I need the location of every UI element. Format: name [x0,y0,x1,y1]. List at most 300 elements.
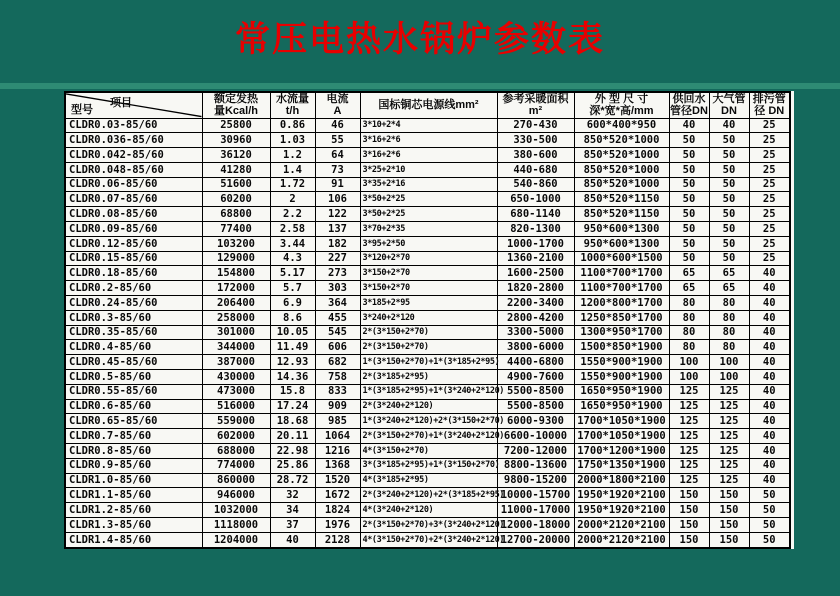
header-line: 径 DN [754,105,785,118]
table-cell: CLDR0.6-85/60 [65,399,202,414]
table-cell: 25.86 [270,458,315,473]
table-cell: 11000-17000 [497,503,574,518]
header-line: 量Kcal/h [213,105,258,118]
table-cell: 6600-10000 [497,429,574,444]
table-cell: 2800-4200 [497,310,574,325]
header-row [65,92,790,118]
table-cell: 2*(3*150+2*70)+3*(3*240+2*120) [360,518,497,533]
table-cell: 1824 [315,503,360,518]
table-cell: 50 [669,133,709,148]
table-cell: 122 [315,207,360,222]
table-cell: 172000 [202,281,270,296]
table-cell: 3*10+2*4 [360,118,497,133]
table-cell: 380-600 [497,148,574,163]
table-cell: 2*(3*150+2*70) [360,325,497,340]
table-cell: 125 [669,414,709,429]
table-cell: 606 [315,340,360,355]
table-cell: 80 [709,340,749,355]
table-cell: 473000 [202,384,270,399]
table-cell: 516000 [202,399,270,414]
table-cell: 50 [669,222,709,237]
table-cell: 3.44 [270,236,315,251]
table-cell: 40 [749,414,790,429]
table-cell: 1550*900*1900 [574,355,669,370]
corner-row-label: 型号 [71,104,93,116]
table-cell: 50 [749,518,790,533]
table-cell: 4*(3*150+2*70)+2*(3*240+2*120) [360,532,497,548]
table-cell: 40 [749,310,790,325]
table-cell: 50 [709,177,749,192]
table-row [65,473,790,488]
table-cell: 2*(3*240+2*120)+2*(3*185+2*95) [360,488,497,503]
table-cell: 18.68 [270,414,315,429]
table-cell: 4400-6800 [497,355,574,370]
table-cell: 80 [709,310,749,325]
table-cell: 774000 [202,458,270,473]
table-cell: 758 [315,370,360,385]
table-cell: 182 [315,236,360,251]
table-cell: 80 [709,296,749,311]
table-cell: CLDR0.65-85/60 [65,414,202,429]
table-cell: 3*150+2*70 [360,281,497,296]
col-header-current [315,92,360,118]
table-cell: 125 [709,384,749,399]
table-cell: CLDR0.09-85/60 [65,222,202,237]
header-line: 额定发热 [214,93,258,106]
table-cell: 650-1000 [497,192,574,207]
table-cell: 40 [669,118,709,133]
table-cell: 40 [749,281,790,296]
table-cell: 1000-1700 [497,236,574,251]
table-cell: 40 [749,384,790,399]
table-row [65,340,790,355]
table-cell: 1520 [315,473,360,488]
table-cell: 1.4 [270,162,315,177]
table-cell: CLDR0.7-85/60 [65,429,202,444]
table-cell: 3800-6000 [497,340,574,355]
table-cell: 3*150+2*70 [360,266,497,281]
table-cell: 680-1140 [497,207,574,222]
table-row [65,133,790,148]
table-cell: 28.72 [270,473,315,488]
table-cell: 40 [749,458,790,473]
table-cell: 1650*950*1900 [574,399,669,414]
table-cell: CLDR0.03-85/60 [65,118,202,133]
table-cell: 688000 [202,444,270,459]
table-cell: 3*16+2*6 [360,148,497,163]
table-cell: CLDR1.3-85/60 [65,518,202,533]
col-header-power-line [360,92,497,118]
table-cell: 12000-18000 [497,518,574,533]
table-cell: 25 [749,192,790,207]
table-cell: 1300*950*1700 [574,325,669,340]
table-cell: CLDR1.2-85/60 [65,503,202,518]
table-cell: CLDR0.9-85/60 [65,458,202,473]
table-cell: 1100*700*1700 [574,281,669,296]
table-cell: 2 [270,192,315,207]
table-cell: 125 [709,414,749,429]
table-cell: CLDR0.048-85/60 [65,162,202,177]
table-cell: 125 [669,444,709,459]
table-cell: 1550*900*1900 [574,370,669,385]
table-cell: 125 [669,458,709,473]
table-cell: 40 [749,429,790,444]
table-cell: 273 [315,266,360,281]
table-cell: 50 [749,532,790,548]
table-cell: 15.8 [270,384,315,399]
table-cell: 150 [669,518,709,533]
table-cell: 64 [315,148,360,163]
table-cell: 850*520*1150 [574,192,669,207]
table-cell: 65 [709,266,749,281]
col-header-heating-area [497,92,574,118]
table-cell: 40 [749,399,790,414]
table-cell: 34 [270,503,315,518]
table-cell: 1118000 [202,518,270,533]
table-cell: 3300-5000 [497,325,574,340]
table-cell: 1750*1350*1900 [574,458,669,473]
table-cell: 50 [669,162,709,177]
table-cell: 330-500 [497,133,574,148]
table-cell: 40 [749,444,790,459]
table-cell: 9800-15200 [497,473,574,488]
table-cell: 950*600*1300 [574,222,669,237]
table-cell: 820-1300 [497,222,574,237]
header-line: 外 型 尺 寸 [594,93,649,106]
table-row [65,532,790,548]
table-cell: 270-430 [497,118,574,133]
header-line: 深*宽*高/mm [589,105,654,118]
table-cell: 3*16+2*6 [360,133,497,148]
table-cell: 1032000 [202,503,270,518]
table-cell: 125 [709,444,749,459]
table-cell: 40 [749,370,790,385]
header-line: A [333,105,342,118]
table-cell: 1700*1200*1900 [574,444,669,459]
table-cell: 440-680 [497,162,574,177]
table-cell: 1200*800*1700 [574,296,669,311]
table-cell: 22.98 [270,444,315,459]
table-cell: 50 [709,192,749,207]
table-cell: 5500-8500 [497,384,574,399]
table-cell: 985 [315,414,360,429]
table-row [65,429,790,444]
header-line: 电流 [326,93,349,106]
table-cell: 11.49 [270,340,315,355]
table-cell: 2000*2120*2100 [574,518,669,533]
header-line: 大气管 [712,93,746,106]
table-cell: 50 [669,251,709,266]
table-cell: CLDR0.4-85/60 [65,340,202,355]
table-cell: 860000 [202,473,270,488]
table-cell: 129000 [202,251,270,266]
table-cell: 10000-15700 [497,488,574,503]
table-cell: 25 [749,207,790,222]
table-cell: 850*520*1000 [574,133,669,148]
table-cell: 37 [270,518,315,533]
table-cell: 50 [709,133,749,148]
table-cell: 1064 [315,429,360,444]
table-cell: 106 [315,192,360,207]
header-line: 参考采暖面积 [502,93,569,106]
table-row [65,370,790,385]
table-cell: 1100*700*1700 [574,266,669,281]
table-cell: 850*520*1000 [574,148,669,163]
table-cell: 8800-13600 [497,458,574,473]
header-line: 水流量 [276,93,309,106]
table-cell: 14.36 [270,370,315,385]
table-cell: 77400 [202,222,270,237]
table-row [65,118,790,133]
table-cell: 1600-2500 [497,266,574,281]
table-cell: 65 [669,266,709,281]
table-cell: CLDR0.18-85/60 [65,266,202,281]
table-cell: 1000*600*1500 [574,251,669,266]
table-cell: 40 [749,266,790,281]
table-row [65,325,790,340]
table-cell: 50 [709,251,749,266]
table-cell: 100 [709,370,749,385]
boiler-parameter-table [64,91,794,549]
table-cell: 1700*1050*1900 [574,414,669,429]
table-cell: CLDR0.2-85/60 [65,281,202,296]
table-cell: 950*600*1300 [574,236,669,251]
table-cell: 850*520*1000 [574,162,669,177]
table-row [65,488,790,503]
table-cell: CLDR0.12-85/60 [65,236,202,251]
table-cell: 50 [669,148,709,163]
table-cell: 540-860 [497,177,574,192]
table-cell: 36120 [202,148,270,163]
table-cell: 2*(3*240+2*120) [360,399,497,414]
table-cell: 1672 [315,488,360,503]
table-cell: 1*(3*185+2*95)+1*(3*240+2*120) [360,384,497,399]
table-row [65,518,790,533]
table-cell: 1.03 [270,133,315,148]
table-cell: CLDR0.45-85/60 [65,355,202,370]
table-cell: 32 [270,488,315,503]
table-cell: CLDR0.24-85/60 [65,296,202,311]
table-cell: 602000 [202,429,270,444]
table-cell: 40 [749,340,790,355]
table-cell: 946000 [202,488,270,503]
table-cell: 5.7 [270,281,315,296]
table-cell: 25800 [202,118,270,133]
table-cell: 258000 [202,310,270,325]
table-cell: 7200-12000 [497,444,574,459]
table-cell: CLDR0.07-85/60 [65,192,202,207]
table-row [65,296,790,311]
table-cell: 50 [669,207,709,222]
table-cell: 3*(3*185+2*95)+1*(3*150+2*70) [360,458,497,473]
table-cell: 80 [709,325,749,340]
table-cell: 91 [315,177,360,192]
table-cell: 3*50+2*25 [360,192,497,207]
table-cell: 6000-9300 [497,414,574,429]
header-line: 国标铜芯电源线mm² [378,99,479,112]
table-cell: 1500*850*1900 [574,340,669,355]
table-cell: 1*(3*150+2*70)+1*(3*185+2*95) [360,355,497,370]
table-cell: 80 [669,325,709,340]
table-cell: 455 [315,310,360,325]
table-header [65,92,790,118]
table-cell: 8.6 [270,310,315,325]
parameter-table [64,91,791,549]
table-cell: 3*185+2*95 [360,296,497,311]
table-cell: 1650*950*1900 [574,384,669,399]
table-row [65,177,790,192]
table-row [65,310,790,325]
table-row [65,148,790,163]
table-row [65,458,790,473]
table-cell: 60200 [202,192,270,207]
col-header-water-flow [270,92,315,118]
table-cell: 2128 [315,532,360,548]
table-cell: 3*120+2*70 [360,251,497,266]
table-cell: 20.11 [270,429,315,444]
table-cell: 150 [709,532,749,548]
table-cell: 25 [749,236,790,251]
corner-col-label: 项目 [110,97,132,109]
table-cell: 50 [709,207,749,222]
table-cell: 50 [669,192,709,207]
table-cell: 6.9 [270,296,315,311]
table-cell: 545 [315,325,360,340]
table-row [65,236,790,251]
table-row [65,162,790,177]
table-cell: CLDR0.8-85/60 [65,444,202,459]
table-cell: 50 [709,236,749,251]
table-cell: CLDR0.036-85/60 [65,133,202,148]
table-cell: 2.2 [270,207,315,222]
table-cell: 2000*1800*2100 [574,473,669,488]
table-cell: 1820-2800 [497,281,574,296]
table-cell: 2*(3*150+2*70)+1*(3*240+2*120) [360,429,497,444]
table-cell: 103200 [202,236,270,251]
col-header-dimensions [574,92,669,118]
header-line: 排污管 [752,93,786,106]
table-cell: 125 [669,399,709,414]
table-cell: 125 [709,399,749,414]
table-cell: 682 [315,355,360,370]
table-cell: 5500-8500 [497,399,574,414]
table-cell: 4*(3*240+2*120) [360,503,497,518]
table-row [65,207,790,222]
table-cell: 4900-7600 [497,370,574,385]
table-cell: 100 [709,355,749,370]
table-cell: 40 [270,532,315,548]
table-cell: 40 [709,118,749,133]
table-cell: CLDR0.15-85/60 [65,251,202,266]
table-cell: 2*(3*150+2*70) [360,340,497,355]
table-cell: 2200-3400 [497,296,574,311]
table-cell: 12700-20000 [497,532,574,548]
table-cell: 909 [315,399,360,414]
table-cell: 4*(3*185+2*95) [360,473,497,488]
table-cell: 3*95+2*50 [360,236,497,251]
table-cell: 25 [749,222,790,237]
table-cell: 150 [709,488,749,503]
table-cell: 850*520*1000 [574,177,669,192]
table-cell: 125 [669,429,709,444]
table-cell: CLDR0.5-85/60 [65,370,202,385]
table-cell: 50 [709,148,749,163]
table-cell: 50 [669,177,709,192]
header-line: t/h [285,105,300,118]
col-header-air-pipe [709,92,749,118]
table-row [65,222,790,237]
table-cell: 50 [709,222,749,237]
table-cell: 4.3 [270,251,315,266]
table-body [65,118,790,548]
table-cell: CLDR1.4-85/60 [65,532,202,548]
table-cell: 25 [749,177,790,192]
table-cell: 137 [315,222,360,237]
table-cell: 3*35+2*16 [360,177,497,192]
table-cell: 40 [749,296,790,311]
table-cell: 25 [749,251,790,266]
table-cell: 833 [315,384,360,399]
header-line: 管径DN [670,105,708,118]
table-cell: 55 [315,133,360,148]
table-cell: 2000*2120*2100 [574,532,669,548]
table-row [65,399,790,414]
table-cell: 150 [709,503,749,518]
table-cell: 150 [669,503,709,518]
table-cell: 301000 [202,325,270,340]
table-cell: 600*400*950 [574,118,669,133]
table-cell: 227 [315,251,360,266]
table-cell: 3*50+2*25 [360,207,497,222]
table-cell: CLDR1.1-85/60 [65,488,202,503]
table-cell: 1700*1050*1900 [574,429,669,444]
table-cell: 387000 [202,355,270,370]
table-cell: 206400 [202,296,270,311]
table-cell: 1204000 [202,532,270,548]
table-cell: 80 [669,296,709,311]
header-line: m² [528,105,543,118]
table-cell: 17.24 [270,399,315,414]
table-cell: 125 [669,384,709,399]
table-cell: 1950*1920*2100 [574,503,669,518]
table-cell: 51600 [202,177,270,192]
table-cell: CLDR0.06-85/60 [65,177,202,192]
table-cell: 1.72 [270,177,315,192]
table-cell: 25 [749,148,790,163]
page-title: 常压电热水锅炉参数表 [234,20,605,59]
highlight-band [0,83,840,89]
table-cell: 10.05 [270,325,315,340]
table-cell: 3*240+2*120 [360,310,497,325]
table-cell: 25 [749,133,790,148]
table-row [65,266,790,281]
table-cell: 80 [669,340,709,355]
table-row [65,503,790,518]
table-cell: 41280 [202,162,270,177]
table-row [65,384,790,399]
table-row [65,414,790,429]
table-cell: 1216 [315,444,360,459]
table-cell: 1950*1920*2100 [574,488,669,503]
table-cell: 25 [749,162,790,177]
table-cell: 25 [749,118,790,133]
header-line: 供回水 [672,93,706,106]
header-line: DN [721,105,737,118]
table-cell: 125 [709,458,749,473]
table-cell: 125 [709,429,749,444]
table-cell: 50 [749,488,790,503]
table-cell: 30960 [202,133,270,148]
